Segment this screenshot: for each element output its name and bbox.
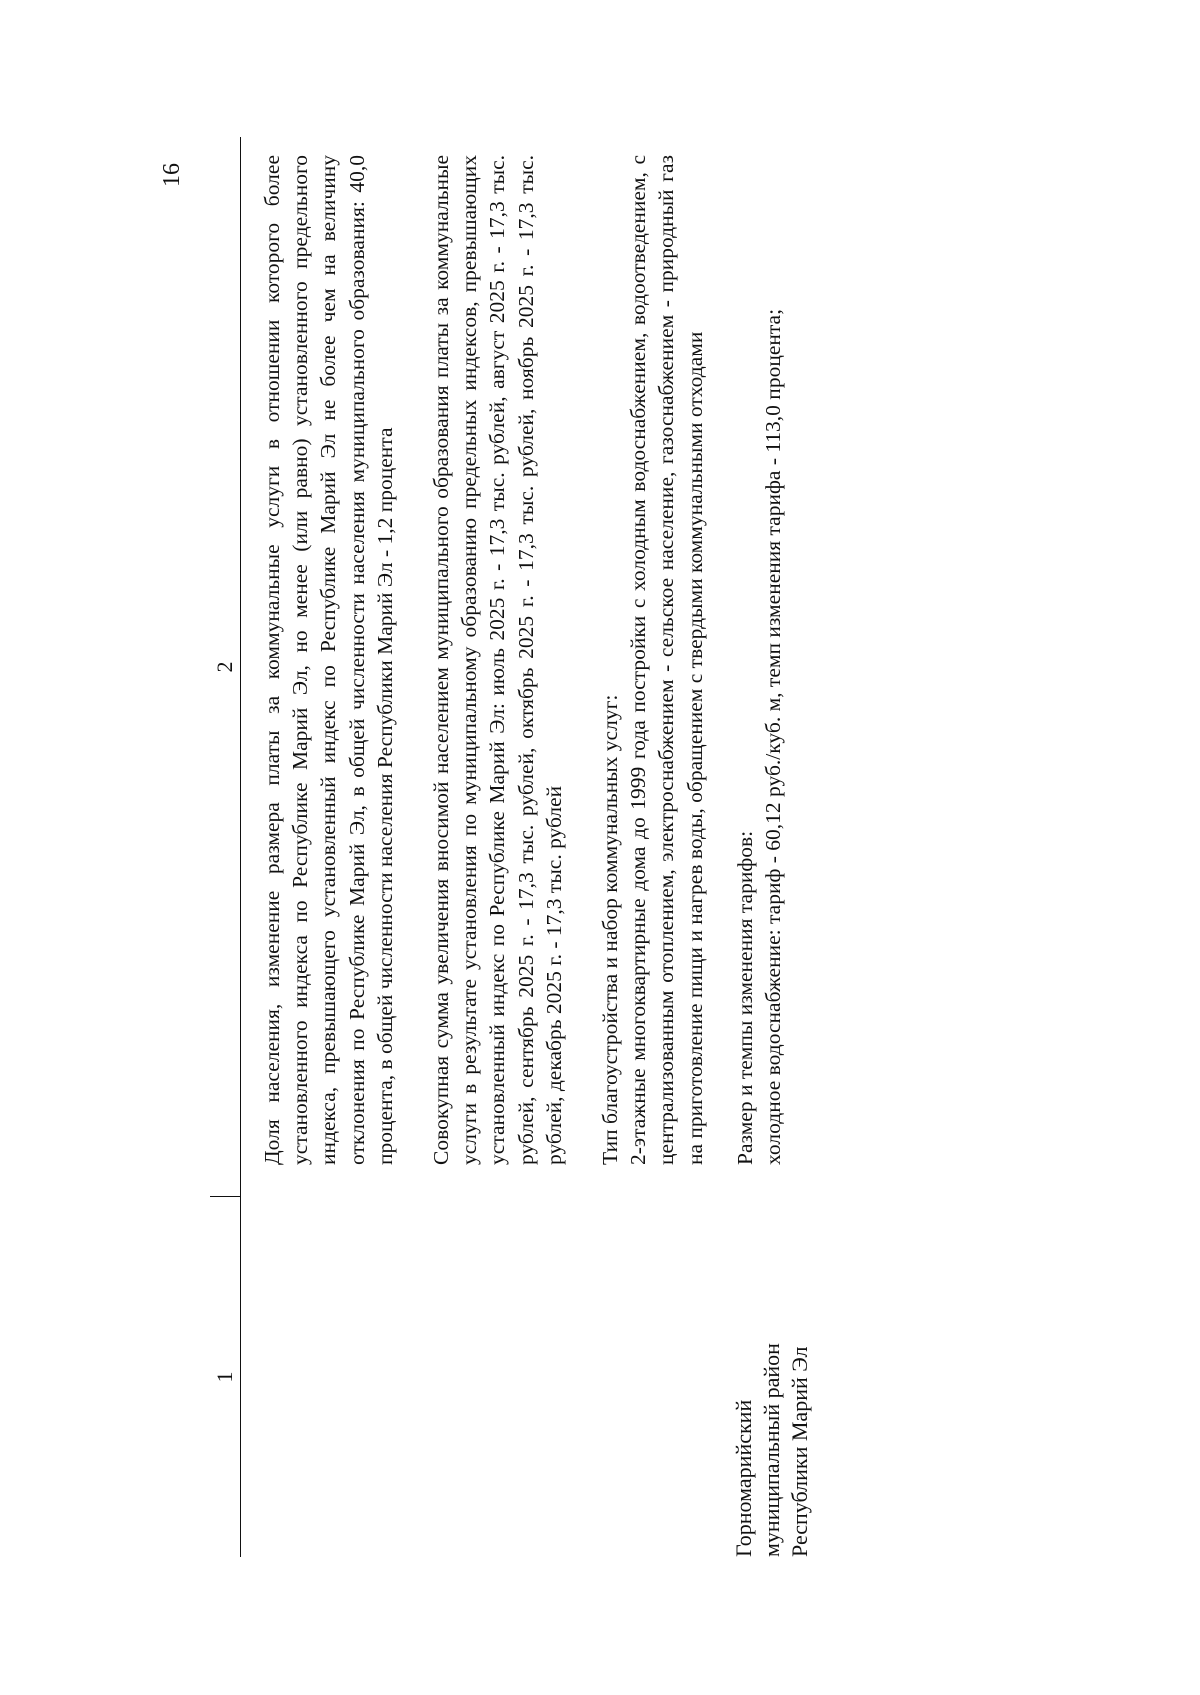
amenities-block bbox=[596, 155, 709, 1165]
amenities-heading: Тип благоустройства и набор коммунальных услуг: bbox=[598, 694, 623, 1165]
column-header-1: 1 bbox=[212, 1371, 237, 1383]
payment-increase-paragraph: Совокупная сумма увеличения вносимой населением муниципального образования платы за коммунальные услуги в результате установления по муниципальному образованию предельных индексов, превышающих установленный индекс по Республике Марий Эл: июль 2025 г. - 17,3 тыс. рублей, август 2025 г. - 17,3 тыс. рублей, сентябрь 2025 г. - 17,3 тыс. рублей, октябрь 2025 г. - 17,3 тыс. рублей, ноябрь 2025 г. - 17,3 тыс. рублей, декабрь 2025 г. - 17,3 тыс. рублей bbox=[429, 155, 566, 1165]
description-cell bbox=[258, 155, 787, 1165]
tariffs-heading: Размер и темпы изменения тарифов: bbox=[732, 830, 757, 1165]
tariffs-text: холодное водоснабжение: тариф - 60,12 руб./куб. м, темп изменения тарифа - 113,0 процента; bbox=[761, 308, 786, 1165]
table-header-row bbox=[210, 137, 240, 1557]
tariffs-block bbox=[731, 155, 787, 1165]
region-name-cell bbox=[730, 1217, 814, 1557]
population-share-paragraph: Доля населения, изменение размера платы за коммунальные услуги в отношении которого более установленного индекса по Республике Марий Эл, но менее (или равно) установленного предельного индекса, превышающего установленный индекс по Республике Марий Эл не более чем на величину отклонения по Республике Марий Эл, в общей численности населения муниципального образования: 40,0 процента, в общей численности населения Республики Марий Эл - 1,2 процента bbox=[260, 155, 397, 1165]
region-name-line: муниципальный район bbox=[759, 1343, 784, 1557]
region-name-line: Горномарийский bbox=[731, 1399, 756, 1557]
page-number: 16 bbox=[159, 163, 185, 187]
document-table bbox=[210, 137, 990, 1557]
column-header-2: 2 bbox=[212, 661, 237, 673]
region-name-line: Республики Марий Эл bbox=[787, 1346, 812, 1557]
header-rule bbox=[240, 137, 241, 1557]
amenities-text: 2-этажные многоквартирные дома до 1999 года постройки с холодным водоснабжением, водоотведением, с централизованным отоплением, электроснабжением - сельское население, газоснабжением - природный газ на приготовление пищи и нагрев воды, обращением с твердыми коммунальными отходами bbox=[626, 155, 707, 1165]
